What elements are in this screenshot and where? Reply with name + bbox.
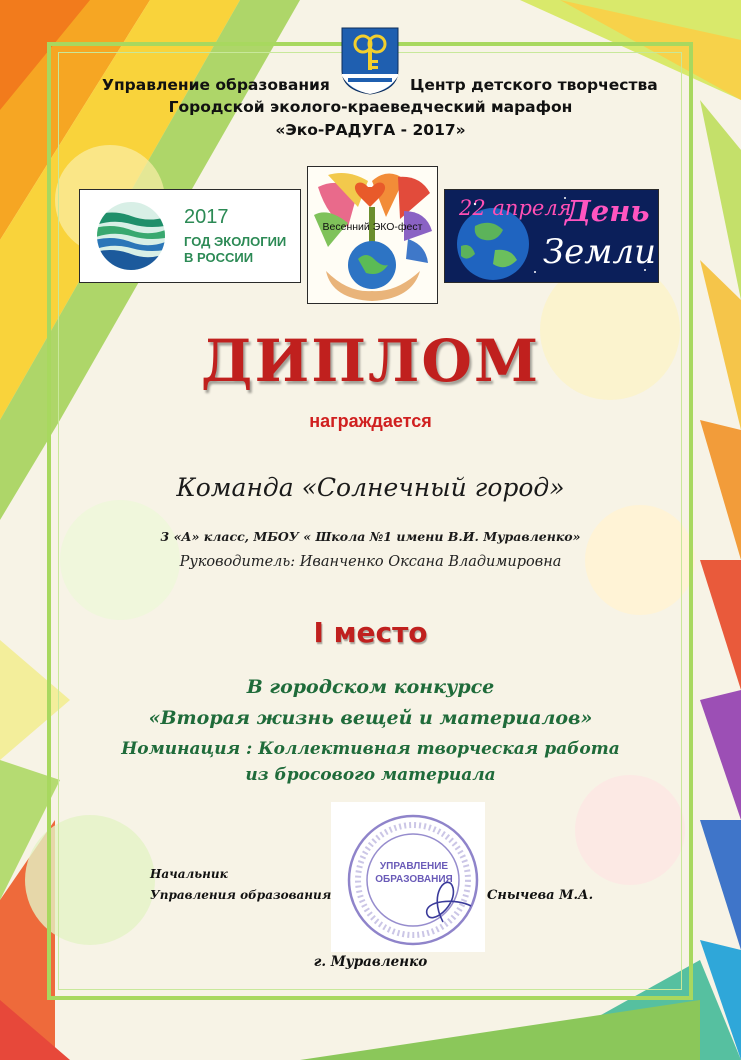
eco-fest-logo [307, 166, 438, 304]
signatory-role-line1: Начальник [150, 867, 228, 881]
ecology-line2: В РОССИИ [184, 250, 254, 265]
header-left-org: Управление образования [102, 76, 330, 94]
contest-line1: В городском конкурсе [246, 676, 495, 698]
stamp-area [331, 802, 485, 952]
event-title: «Эко-РАДУГА - 2017» [275, 121, 466, 139]
school-line: 3 «А» класс, МБОУ « Школа №1 имени В.И. Муравленко» [160, 529, 581, 544]
marathon-title: Городской эколого-краеведческий марафон [168, 98, 573, 116]
ecology-year: 2017 [184, 206, 229, 228]
nomination-line1: Номинация : Коллективная творческая работа [121, 739, 620, 759]
signatory-name: Снычева М.А. [487, 888, 594, 903]
eco-fest-label: Весенний ЭКО-фест [322, 221, 423, 233]
team-name: Команда «Солнечный город» [176, 473, 565, 502]
contest-line2: «Вторая жизнь вещей и материалов» [148, 707, 593, 729]
awarded-label: награждается [309, 411, 432, 431]
city-name: г. Муравленко [313, 954, 428, 970]
ecology-waves-icon [88, 200, 174, 272]
place-label: I место [313, 616, 428, 649]
earth-day-date: 22 апреля [459, 196, 572, 220]
header-right-org: Центр детского творчества [410, 76, 658, 94]
city-coat-of-arms-icon [340, 26, 400, 96]
earth-day-logo [444, 189, 659, 283]
earth-word: Земли [543, 232, 657, 272]
eco-fest-tree-icon [308, 167, 437, 303]
leader-line: Руководитель: Иванченко Оксана Владимировна [179, 554, 562, 570]
ecology-line1: ГОД ЭКОЛОГИИ [184, 234, 287, 249]
signatory-role-line2: Управления образования [150, 888, 332, 902]
earth-day-word: День [565, 194, 650, 228]
diploma-title: ДИПЛОМ [200, 327, 541, 395]
ecology-year-logo [79, 189, 301, 283]
stamp-text: УПРАВЛЕНИЕ ОБРАЗОВАНИЯ [375, 861, 453, 885]
nomination-line2: из бросового материала [245, 765, 496, 785]
